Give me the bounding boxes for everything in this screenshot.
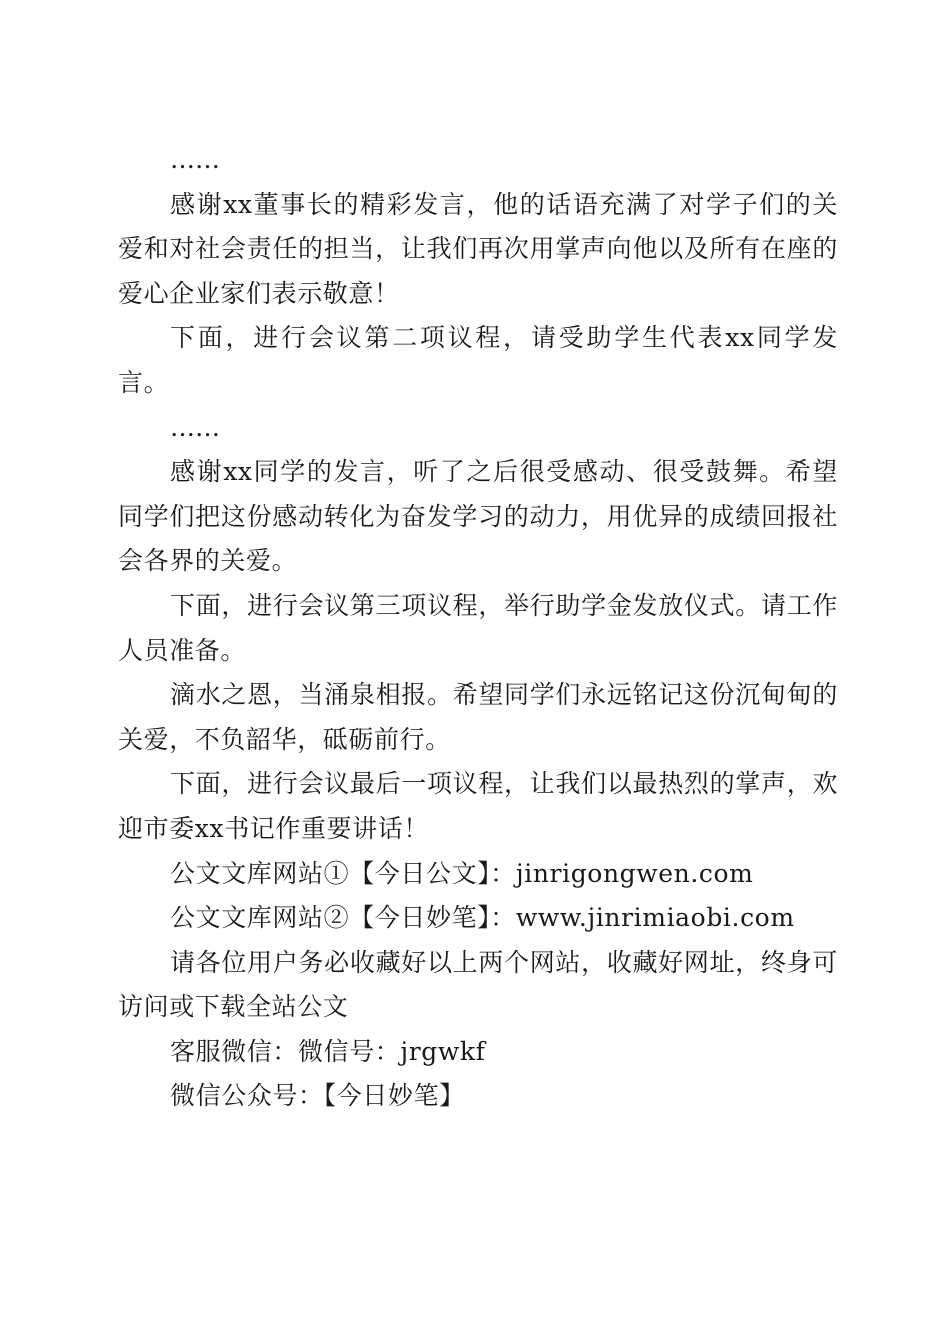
document-body bbox=[118, 138, 838, 1119]
paragraph-gratitude: 滴水之恩，当涌泉相报。希望同学们永远铭记这份沉甸甸的关爱，不负韶华，砥砺前行。 bbox=[118, 680, 838, 754]
paragraph-wechat-account: 微信公众号：【今日妙笔】 bbox=[170, 1081, 465, 1111]
paragraph-agenda-two: 下面，进行会议第二项议程，请受助学生代表xx同学发言。 bbox=[118, 323, 838, 397]
paragraph-thanks-student: 感谢xx同学的发言，听了之后很受感动、很受鼓舞。希望同学们把这份感动转化为奋发学习的动力，用优异的成绩回报社会各界的关爱。 bbox=[118, 457, 838, 576]
paragraph-thanks-chairman: 感谢xx董事长的精彩发言，他的话语充满了对学子们的关爱和对社会责任的担当，让我们再次用掌声向他以及所有在座的爱心企业家们表示敬意！ bbox=[118, 189, 838, 308]
paragraph-ellipsis-2: …… bbox=[170, 412, 220, 442]
paragraph-customer-service: 客服微信：微信号：jrgwkf bbox=[170, 1036, 486, 1066]
paragraph-bookmark-notice: 请各位用户务必收藏好以上两个网站，收藏好网址，终身可访问或下载全站公文 bbox=[118, 947, 838, 1022]
paragraph-website-two: 公文文库网站②【今日妙笔】：www.jinrimiaobi.com bbox=[170, 903, 795, 933]
paragraph-final-agenda: 下面，进行会议最后一项议程，让我们以最热烈的掌声，欢迎市委xx书记作重要讲话！ bbox=[118, 769, 838, 843]
paragraph-ellipsis-1: …… bbox=[170, 145, 220, 174]
paragraph-agenda-three: 下面，进行会议第三项议程，举行助学金发放仪式。请工作人员准备。 bbox=[118, 590, 838, 665]
paragraph-website-one: 公文文库网站①【今日公文】：jinrigongwen.com bbox=[170, 858, 754, 888]
